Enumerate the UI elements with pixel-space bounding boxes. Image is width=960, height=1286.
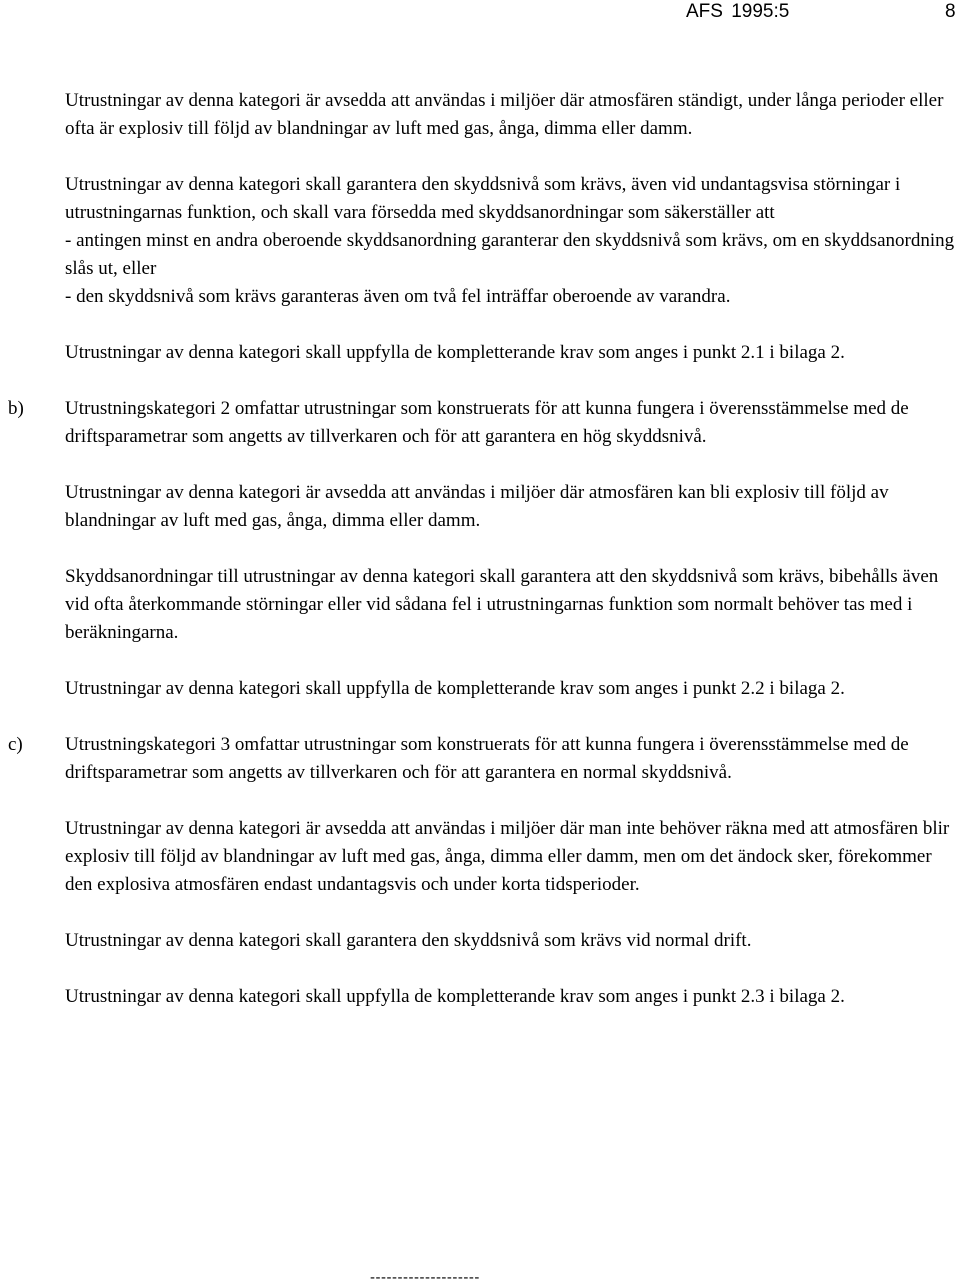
cat1-paragraph-2-intro: Utrustningar av denna kategori skall garantera den skyddsnivå som krävs, även vid undantagsvisa störningar i utrustningarnas funktion, och skall vara försedda med skyddsanordningar som säkerställer att: [65, 174, 901, 223]
cat3-paragraph-2: Utrustningar av denna kategori är avsedda att användas i miljöer där man inte behöver räkna med att atmosfären blir explosiv till följd av blandningar av luft med gas, ånga, dimma eller damm, men om det ändock sker, förekommer den explosiva atmosfären endast undantagsvis och under korta tidsperioder.: [65, 818, 950, 895]
category-3-item: [8, 731, 955, 787]
footnote-separator: --------------------: [370, 1269, 480, 1286]
cat3-paragraph-4: Utrustningar av denna kategori skall uppfylla de kompletterande krav som anges i punkt 2.3 i bilaga 2.: [65, 986, 845, 1007]
list-marker-c: c): [8, 734, 23, 755]
cat2-paragraph-2: Utrustningar av denna kategori är avsedda att användas i miljöer där atmosfären kan bli explosiv till följd av blandningar av luft med gas, ånga, dimma eller damm.: [65, 482, 889, 531]
cat1-dash-item-1: - antingen minst en andra oberoende skyddsanordning garanterar den skyddsnivå som krävs, om en skyddsanordning slås ut, eller: [65, 230, 955, 279]
cat2-paragraph-3: Skyddsanordningar till utrustningar av denna kategori skall garantera att den skyddsnivå som krävs, bibehålls även vid ofta återkommande störningar eller vid sådana fel i utrustningarnas funktion som normalt behöver tas med i beräkningarna.: [65, 566, 939, 643]
page-number: 8: [945, 1, 956, 22]
cat2-paragraph-1: Utrustningskategori 2 omfattar utrustningar som konstruerats för att kunna fungera i överensstämmelse med de driftsparametrar som angetts av tillverkaren och för att garantera en hög skyddsnivå.: [65, 398, 909, 447]
cat1-dash-item-2: - den skyddsnivå som krävs garanteras även om två fel inträffar oberoende av varandra.: [65, 286, 731, 307]
document-body: [8, 87, 955, 1039]
category-2-item: [8, 395, 955, 451]
cat3-paragraph-3: Utrustningar av denna kategori skall garantera den skyddsnivå som krävs vid normal drift.: [65, 930, 752, 951]
list-marker-b: b): [8, 398, 24, 419]
cat1-paragraph-1: Utrustningar av denna kategori är avsedda att användas i miljöer där atmosfären ständigt, under långa perioder eller ofta är explosiv till följd av blandningar av luft med gas, ånga, dimma eller damm.: [65, 90, 944, 139]
document-id: AFS 1995:5: [686, 1, 790, 22]
cat1-paragraph-3: Utrustningar av denna kategori skall uppfylla de kompletterande krav som anges i punkt 2.1 i bilaga 2.: [65, 342, 845, 363]
cat3-paragraph-1: Utrustningskategori 3 omfattar utrustningar som konstruerats för att kunna fungera i överensstämmelse med de driftsparametrar som angetts av tillverkaren och för att garantera en normal skyddsnivå.: [65, 734, 909, 783]
page-header: [686, 0, 956, 24]
cat2-paragraph-4: Utrustningar av denna kategori skall uppfylla de kompletterande krav som anges i punkt 2.2 i bilaga 2.: [65, 678, 845, 699]
